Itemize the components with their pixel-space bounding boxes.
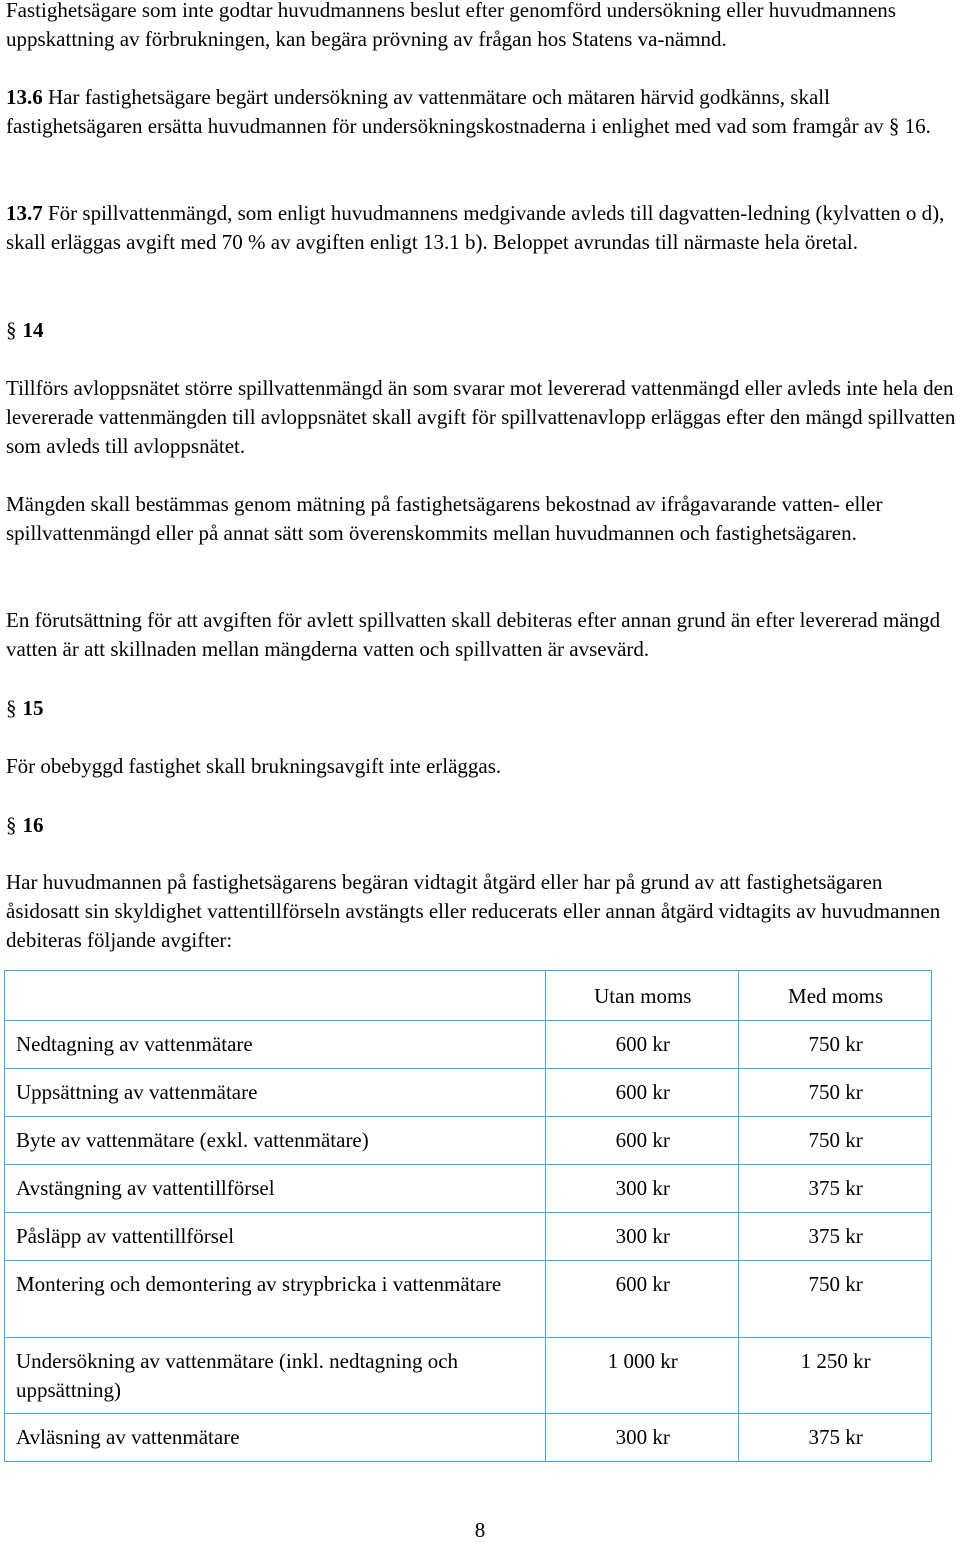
paragraph-s16: Har huvudmannen på fastighetsägarens begäran vidtagit åtgärd eller har på grund av att fastighetsägaren åsidosatt sin skyldighet vattentillförseln avstängts eller reducerats eller annan åtgärd vidtagits av huvudmannen debiteras följande avgifter: bbox=[6, 870, 941, 952]
table-row bbox=[5, 1338, 932, 1414]
fee-incl-vat: 375 kr bbox=[739, 1414, 932, 1462]
table-row bbox=[5, 1165, 932, 1213]
fee-incl-vat: 750 kr bbox=[739, 1021, 932, 1069]
section-sign: § bbox=[6, 318, 17, 342]
table-row bbox=[5, 1021, 932, 1069]
table-row bbox=[5, 1213, 932, 1261]
section-heading-14 bbox=[6, 316, 44, 345]
table-row bbox=[5, 1261, 932, 1338]
fee-table bbox=[4, 970, 932, 1462]
paragraph-prevning: Fastighetsägare som inte godtar huvudmannens beslut efter genomförd undersökning eller huvudmannens uppskattning av förbrukningen, kan begära prövning av frågan hos Statens va-nämnd. bbox=[6, 0, 896, 51]
paragraph-s14-3: En förutsättning för att avgiften för avlett spillvatten skall debiteras efter annan grund än efter levererad mängd vatten är att skillnaden mellan mängderna vatten och spillvatten är avsevärd. bbox=[6, 608, 941, 661]
fee-excl-vat: 300 kr bbox=[546, 1165, 739, 1213]
paragraph-13-6 bbox=[6, 83, 956, 141]
fee-excl-vat: 600 kr bbox=[546, 1069, 739, 1117]
fee-excl-vat: 600 kr bbox=[546, 1021, 739, 1069]
section-number: 16 bbox=[22, 813, 44, 837]
paragraph-s14-2: Mängden skall bestämmas genom mätning på fastighetsägarens bekostnad av ifrågavarande vatten- eller spillvattenmängd eller på annat sätt som överenskommits mellan huvudmannen och fastighetsägaren. bbox=[6, 492, 883, 545]
table-header-row bbox=[5, 971, 932, 1021]
fee-description: Påsläpp av vattentillförsel bbox=[5, 1213, 546, 1261]
table-header-med-moms: Med moms bbox=[739, 971, 932, 1021]
fee-incl-vat: 750 kr bbox=[739, 1261, 932, 1338]
fee-excl-vat: 300 kr bbox=[546, 1414, 739, 1462]
fee-excl-vat: 300 kr bbox=[546, 1213, 739, 1261]
section-heading-16 bbox=[6, 811, 44, 840]
clause-number: 13.7 bbox=[6, 201, 43, 225]
table-row bbox=[5, 1414, 932, 1462]
section-number: 14 bbox=[22, 318, 44, 342]
clause-text: Har fastighetsägare begärt undersökning av vattenmätare och mätaren härvid godkänns, skall fastighetsägaren ersätta huvudmannen för undersökningskostnaderna i enlighet med vad som framgår av § 16. bbox=[6, 85, 931, 138]
fee-excl-vat: 1 000 kr bbox=[546, 1338, 739, 1414]
fee-excl-vat: 600 kr bbox=[546, 1117, 739, 1165]
fee-incl-vat: 375 kr bbox=[739, 1165, 932, 1213]
table-header-empty bbox=[5, 971, 546, 1021]
fee-description: Avstängning av vattentillförsel bbox=[5, 1165, 546, 1213]
page-number: 8 bbox=[474, 1518, 486, 1542]
section-sign: § bbox=[6, 696, 17, 720]
section-number: 15 bbox=[22, 696, 44, 720]
fee-excl-vat: 600 kr bbox=[546, 1261, 739, 1338]
table-header-utan-moms: Utan moms bbox=[546, 971, 739, 1021]
fee-description: Montering och demontering av strypbricka i vattenmätare bbox=[5, 1261, 546, 1338]
fee-incl-vat: 1 250 kr bbox=[739, 1338, 932, 1414]
fee-incl-vat: 750 kr bbox=[739, 1069, 932, 1117]
section-heading-15 bbox=[6, 694, 44, 723]
fee-incl-vat: 375 kr bbox=[739, 1213, 932, 1261]
table-row bbox=[5, 1117, 932, 1165]
paragraph-s14-1: Tillförs avloppsnätet större spillvattenmängd än som svarar mot levererad vattenmängd eller avleds inte hela den levererade vattenmängden till avloppsnätet skall avgift för spillvattenavlopp erläggas efter den mängd spillvatten som avleds till avloppsnätet. bbox=[6, 376, 956, 458]
fee-description: Nedtagning av vattenmätare bbox=[5, 1021, 546, 1069]
paragraph-13-7 bbox=[6, 199, 956, 257]
fee-incl-vat: 750 kr bbox=[739, 1117, 932, 1165]
fee-description: Uppsättning av vattenmätare bbox=[5, 1069, 546, 1117]
clause-number: 13.6 bbox=[6, 85, 43, 109]
section-sign: § bbox=[6, 813, 17, 837]
table-row bbox=[5, 1069, 932, 1117]
fee-description: Avläsning av vattenmätare bbox=[5, 1414, 546, 1462]
fee-description: Byte av vattenmätare (exkl. vattenmätare) bbox=[5, 1117, 546, 1165]
paragraph-s15: För obebyggd fastighet skall brukningsavgift inte erläggas. bbox=[6, 754, 502, 778]
fee-description: Undersökning av vattenmätare (inkl. nedtagning och uppsättning) bbox=[5, 1338, 546, 1414]
clause-text: För spillvattenmängd, som enligt huvudmannens medgivande avleds till dagvatten-ledning (kylvatten o d), skall erläggas avgift med 70 % av avgiften enligt 13.1 b). Beloppet avrundas till närmaste hela öretal. bbox=[6, 201, 945, 254]
